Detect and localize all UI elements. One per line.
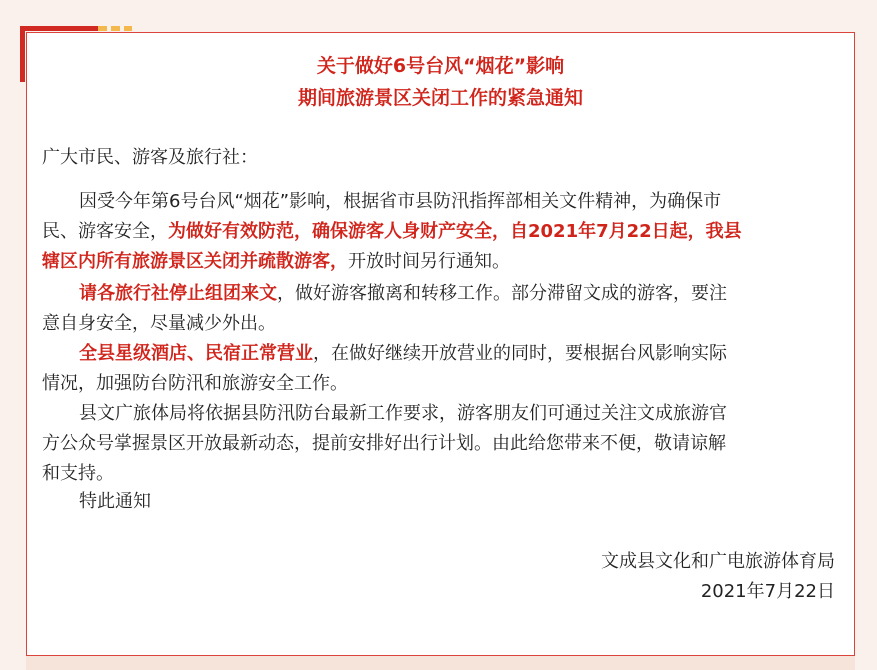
paragraph-1-line-2 bbox=[42, 220, 742, 244]
paragraph-1-line-2-emphasis: 为做好有效防范，确保游客人身财产安全，自2021年7月22日起，我县 bbox=[168, 221, 742, 242]
paragraph-1-line-3-emphasis: 辖区内所有旅游景区关闭并疏散游客， bbox=[42, 251, 348, 272]
paragraph-2-line-2: 意自身安全，尽量减少外出。 bbox=[42, 313, 276, 334]
paragraph-2-emphasis: 请各旅行社停止组团来文 bbox=[79, 283, 277, 304]
paragraph-2-line-1-plain: ，做好游客撤离和转移工作。部分滞留文成的游客，要注 bbox=[277, 283, 727, 304]
paragraph-1-line-3-plain: 开放时间另行通知。 bbox=[348, 251, 510, 272]
paragraph-3-emphasis: 全县星级酒店、民宿正常营业 bbox=[79, 343, 313, 364]
paragraph-1-line-3 bbox=[42, 250, 510, 274]
paragraph-4-line-1: 县文广旅体局将依据县防汛防台最新工作要求，游客朋友们可通过关注文成旅游官 bbox=[79, 403, 727, 424]
corner-dash-decoration bbox=[98, 26, 132, 31]
paragraph-3-line-1 bbox=[79, 342, 727, 366]
notice-title-line1: 关于做好6号台风“烟花”影响 bbox=[316, 55, 565, 77]
paragraph-3-line-1-plain: ，在做好继续开放营业的同时，要根据台风影响实际 bbox=[313, 343, 727, 364]
notice-title-line2: 期间旅游景区关闭工作的紧急通知 bbox=[297, 87, 583, 109]
bottom-strip bbox=[26, 656, 855, 670]
salutation: 广大市民、游客及旅行社： bbox=[42, 147, 258, 168]
signature-organization: 文成县文化和广电旅游体育局 bbox=[601, 551, 835, 572]
paragraph-1-line-1: 因受今年第6号台风“烟花”影响，根据省市县防汛指挥部相关文件精神，为确保市 bbox=[79, 191, 722, 212]
paragraph-3-line-2: 情况，加强防台防汛和旅游安全工作。 bbox=[42, 373, 348, 394]
signature-date: 2021年7月22日 bbox=[700, 581, 835, 602]
paragraph-1-line-2-plain: 民、游客安全， bbox=[42, 221, 168, 242]
closing-text: 特此通知 bbox=[79, 491, 151, 512]
paragraph-4-line-3: 和支持。 bbox=[42, 463, 114, 484]
paragraph-2-line-1 bbox=[79, 282, 727, 306]
paragraph-4-line-2: 方公众号掌握景区开放最新动态，提前安排好出行计划。由此给您带来不便，敬请谅解 bbox=[42, 433, 726, 454]
